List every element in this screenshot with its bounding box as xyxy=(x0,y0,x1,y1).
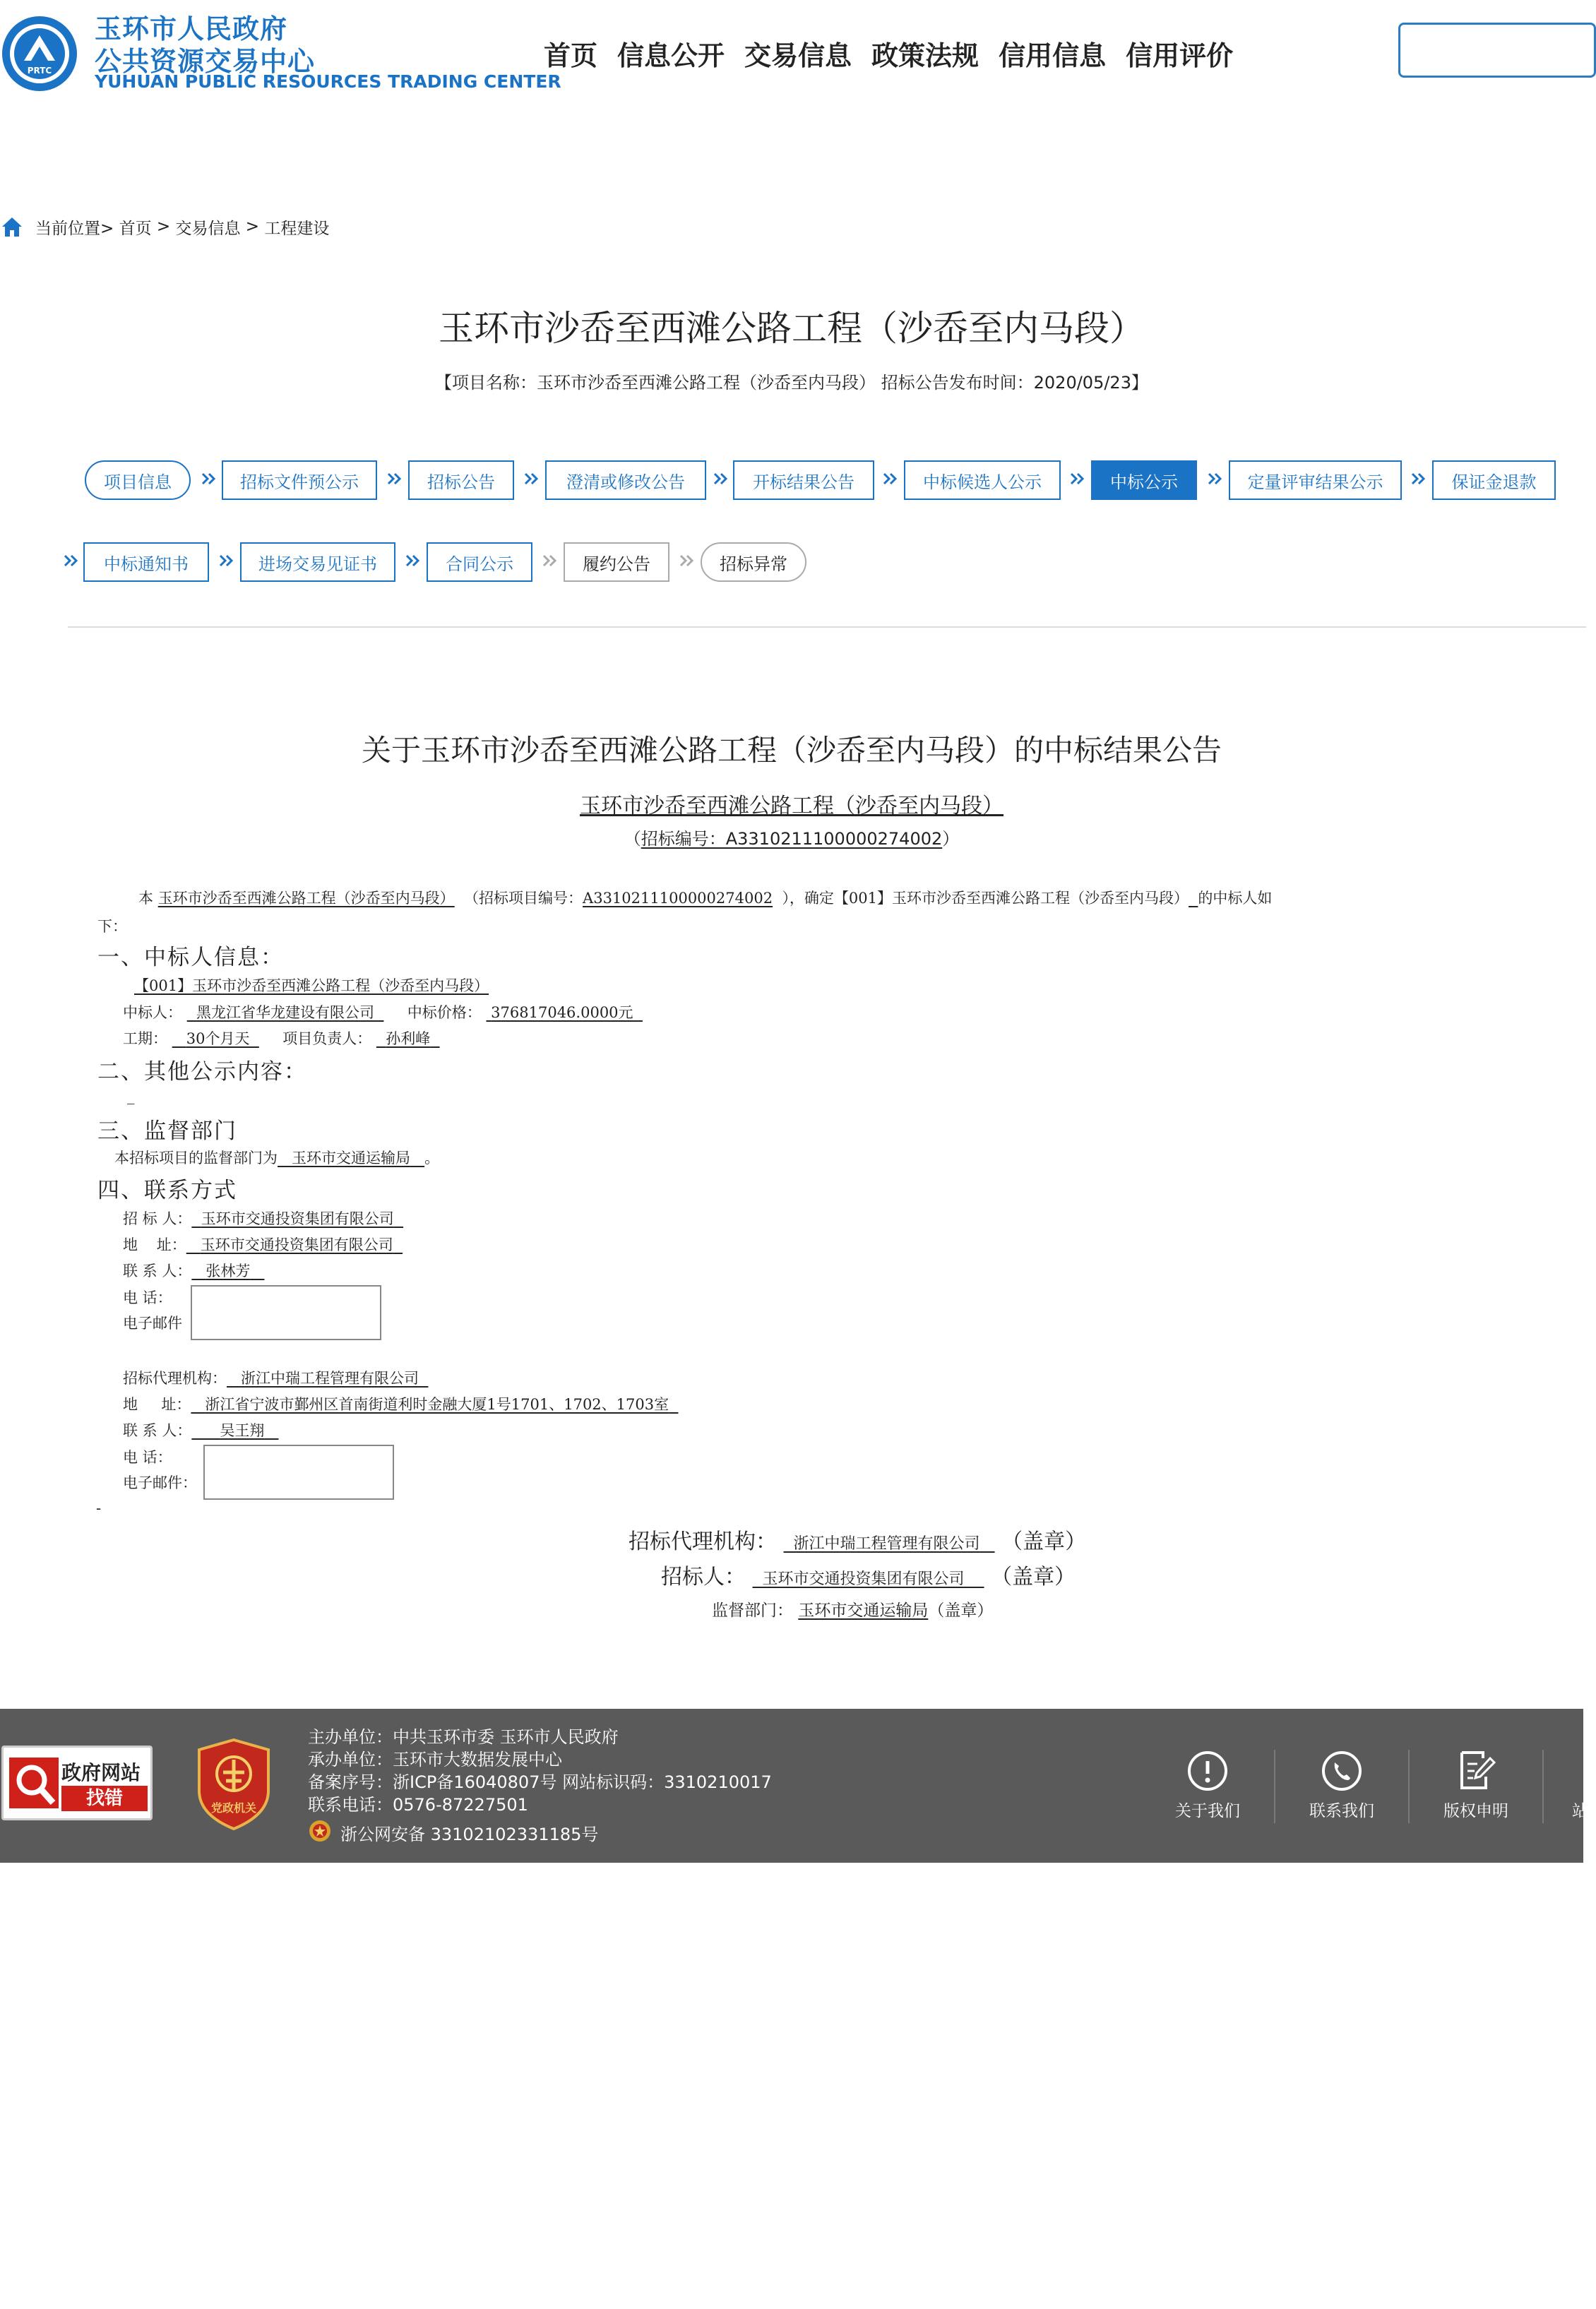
section-heading-supervision: 三、监督部门 xyxy=(97,1118,237,1144)
period-row: 工期： 30个月天 项目负责人： 孙利峰 xyxy=(123,1030,431,1047)
notice-intro-cont: 下： xyxy=(97,918,127,935)
double-arrow-icon xyxy=(1411,472,1427,486)
signature-tenderer: 招标人： 玉环市交通投资集团有限公司 （盖章） xyxy=(661,1565,1076,1589)
gov-badge-top: 政府网站 xyxy=(61,1761,141,1784)
footer-about-us[interactable]: 关于我们 xyxy=(1175,1802,1240,1820)
tab-quantitative-review[interactable]: 定量评审结果公示 xyxy=(1229,460,1402,500)
search-input[interactable] xyxy=(1398,23,1596,78)
notice-title: 关于玉环市沙岙至西滩公路工程（沙岙至内马段）的中标结果公告 xyxy=(361,733,1222,768)
section-heading-contact: 四、联系方式 xyxy=(97,1178,237,1203)
double-arrow-icon xyxy=(542,554,558,568)
gov-badge-bottom: 找错 xyxy=(61,1786,148,1811)
end-mark: - xyxy=(96,1500,102,1517)
tab-tender-announcement[interactable]: 招标公告 xyxy=(408,460,514,500)
tenderer-address-row: 地 址： 玉环市交通投资集团有限公司 xyxy=(123,1236,393,1253)
logo-emblem xyxy=(0,14,79,93)
agency-phone-label: 电 话： xyxy=(123,1449,172,1466)
double-arrow-icon xyxy=(883,472,898,486)
notice-project-name: 玉环市沙岙至西滩公路工程（沙岙至内马段） xyxy=(580,794,1004,818)
logo-title-english: YUHUAN PUBLIC RESOURCES TRADING CENTER xyxy=(95,71,561,92)
double-arrow-icon xyxy=(1208,472,1223,486)
nav-info-disclosure[interactable]: 信息公开 xyxy=(617,40,725,71)
double-arrow-icon xyxy=(201,472,217,486)
tab-candidate-publicity[interactable]: 中标候选人公示 xyxy=(904,460,1061,500)
breadcrumb-separator: > xyxy=(151,217,176,236)
nav-credit-eval[interactable]: 信用评价 xyxy=(1126,40,1234,71)
tab-contract-publicity[interactable]: 合同公示 xyxy=(427,542,532,582)
double-arrow-icon xyxy=(405,554,421,568)
magnifier-icon xyxy=(9,1758,59,1808)
tab-performance-notice[interactable]: 履约公告 xyxy=(564,542,669,582)
nav-credit-info[interactable]: 信用信息 xyxy=(999,40,1107,71)
phone-icon xyxy=(1321,1750,1363,1792)
tab-trade-certificate[interactable]: 进场交易见证书 xyxy=(240,542,395,582)
logo-title-line1: 玉环市人民政府 xyxy=(95,13,288,44)
footer-police-record[interactable]: 浙公网安备 33102102331185号 xyxy=(340,1825,599,1844)
tenderer-row: 招 标 人： 玉环市交通投资集团有限公司 xyxy=(123,1210,394,1227)
notice-intro: 本 玉环市沙岙至西滩公路工程（沙岙至内马段） （招标项目编号：A3310211100000274002 ），确定【001】玉环市沙岙至西滩公路工程（沙岙至内马段） 的中标人如 xyxy=(138,890,1273,907)
breadcrumb-trade-info[interactable]: 交易信息 xyxy=(175,219,241,238)
breadcrumb-separator: > xyxy=(240,217,265,236)
tenderer-contact-row: 联 系 人： 张林芳 xyxy=(123,1263,251,1279)
footer-contact-us[interactable]: 联系我们 xyxy=(1309,1802,1374,1820)
party-gov-badge[interactable] xyxy=(196,1738,271,1830)
supervision-text: 本招标项目的监督部门为 玉环市交通运输局 。 xyxy=(114,1150,440,1167)
double-arrow-icon xyxy=(524,472,540,486)
double-arrow-icon xyxy=(219,554,234,568)
tab-clarification[interactable]: 澄清或修改公告 xyxy=(545,460,706,500)
bid-section: 【001】玉环市沙岙至西滩公路工程（沙岙至内马段） xyxy=(134,977,489,994)
breadcrumb-construction[interactable]: 工程建设 xyxy=(264,219,330,238)
winner-row: 中标人： 黑龙江省华龙建设有限公司 中标价格： 376817046.0000元 xyxy=(123,1004,633,1021)
section-heading-other: 二、其他公示内容： xyxy=(97,1059,307,1085)
redacted-box xyxy=(191,1285,381,1340)
double-arrow-icon xyxy=(387,472,403,486)
redacted-box xyxy=(203,1445,394,1500)
info-icon xyxy=(1186,1750,1229,1792)
double-arrow-icon xyxy=(64,554,79,568)
other-content: _ xyxy=(127,1087,135,1104)
agency-row: 招标代理机构： 浙江中瑞工程管理有限公司 xyxy=(123,1370,419,1387)
signature-agency: 招标代理机构： 浙江中瑞工程管理有限公司 （盖章） xyxy=(629,1529,1087,1554)
section-heading-winner: 一、中标人信息： xyxy=(97,945,284,970)
footer-separator xyxy=(1542,1750,1544,1823)
breadcrumb-prefix: 当前位置> xyxy=(35,219,114,238)
footer-separator xyxy=(1274,1750,1275,1823)
nav-trade-info[interactable]: 交易信息 xyxy=(744,40,852,71)
project-meta: 【项目名称：玉环市沙岙至西滩公路工程（沙岙至内马段） 招标公告发布时间：2020/05/23】 xyxy=(435,373,1148,393)
breadcrumb xyxy=(0,215,329,239)
main-nav xyxy=(544,34,1253,73)
tab-winning-bid-publicity[interactable]: 中标公示 xyxy=(1091,460,1197,500)
nav-policy[interactable]: 政策法规 xyxy=(871,40,979,71)
footer-copyright[interactable]: 版权申明 xyxy=(1443,1802,1508,1820)
divider xyxy=(68,626,1586,628)
footer-link-cut[interactable]: 站 xyxy=(1572,1802,1588,1820)
party-badge-text: 党政机关 xyxy=(210,1801,257,1815)
tab-deposit-refund[interactable]: 保证金退款 xyxy=(1432,460,1556,500)
police-emblem-icon xyxy=(308,1819,332,1843)
tab-award-notice[interactable]: 中标通知书 xyxy=(83,542,209,582)
tab-bid-opening-result[interactable]: 开标结果公告 xyxy=(733,460,874,500)
footer-phone: 联系电话：0576-87227501 xyxy=(308,1795,528,1815)
logo-emblem-text: PRTC xyxy=(27,66,52,76)
gov-site-error-badge[interactable] xyxy=(1,1746,153,1820)
home-icon xyxy=(0,215,24,239)
double-arrow-icon xyxy=(679,554,695,568)
footer-undertaker: 承办单位：玉环市大数据发展中心 xyxy=(308,1750,562,1770)
breadcrumb-home[interactable]: 首页 xyxy=(119,219,152,238)
double-arrow-icon xyxy=(1070,472,1085,486)
edit-document-icon xyxy=(1455,1748,1497,1792)
agency-contact-row: 联 系 人： 吴王翔 xyxy=(123,1422,265,1439)
tenderer-email-label: 电子邮件 xyxy=(123,1315,182,1332)
notice-tender-code: （招标编号：A3310211100000274002） xyxy=(624,829,960,849)
tab-tender-exception[interactable]: 招标异常 xyxy=(701,542,806,582)
footer-separator xyxy=(1408,1750,1410,1823)
double-arrow-icon xyxy=(713,472,729,486)
tab-tender-doc-preview[interactable]: 招标文件预公示 xyxy=(222,460,377,500)
agency-address-row: 地 址： 浙江省宁波市鄞州区首南街道利时金融大厦1号1701、1702、1703室 xyxy=(123,1396,669,1413)
footer-host: 主办单位：中共玉环市委 玉环市人民政府 xyxy=(308,1727,619,1747)
logo-title-line2: 公共资源交易中心 xyxy=(95,46,316,77)
signature-supervision: 监督部门： 玉环市交通运输局（盖章） xyxy=(712,1601,994,1620)
nav-home[interactable]: 首页 xyxy=(544,40,598,71)
footer-icp: 备案序号：浙ICP备16040807号 网站标识码：3310210017 xyxy=(308,1772,772,1792)
tab-project-info[interactable]: 项目信息 xyxy=(85,460,191,500)
agency-email-label: 电子邮件： xyxy=(123,1474,197,1491)
page-title: 玉环市沙岙至西滩公路工程（沙岙至内马段） xyxy=(439,308,1145,349)
tenderer-phone-label: 电 话： xyxy=(123,1289,172,1306)
